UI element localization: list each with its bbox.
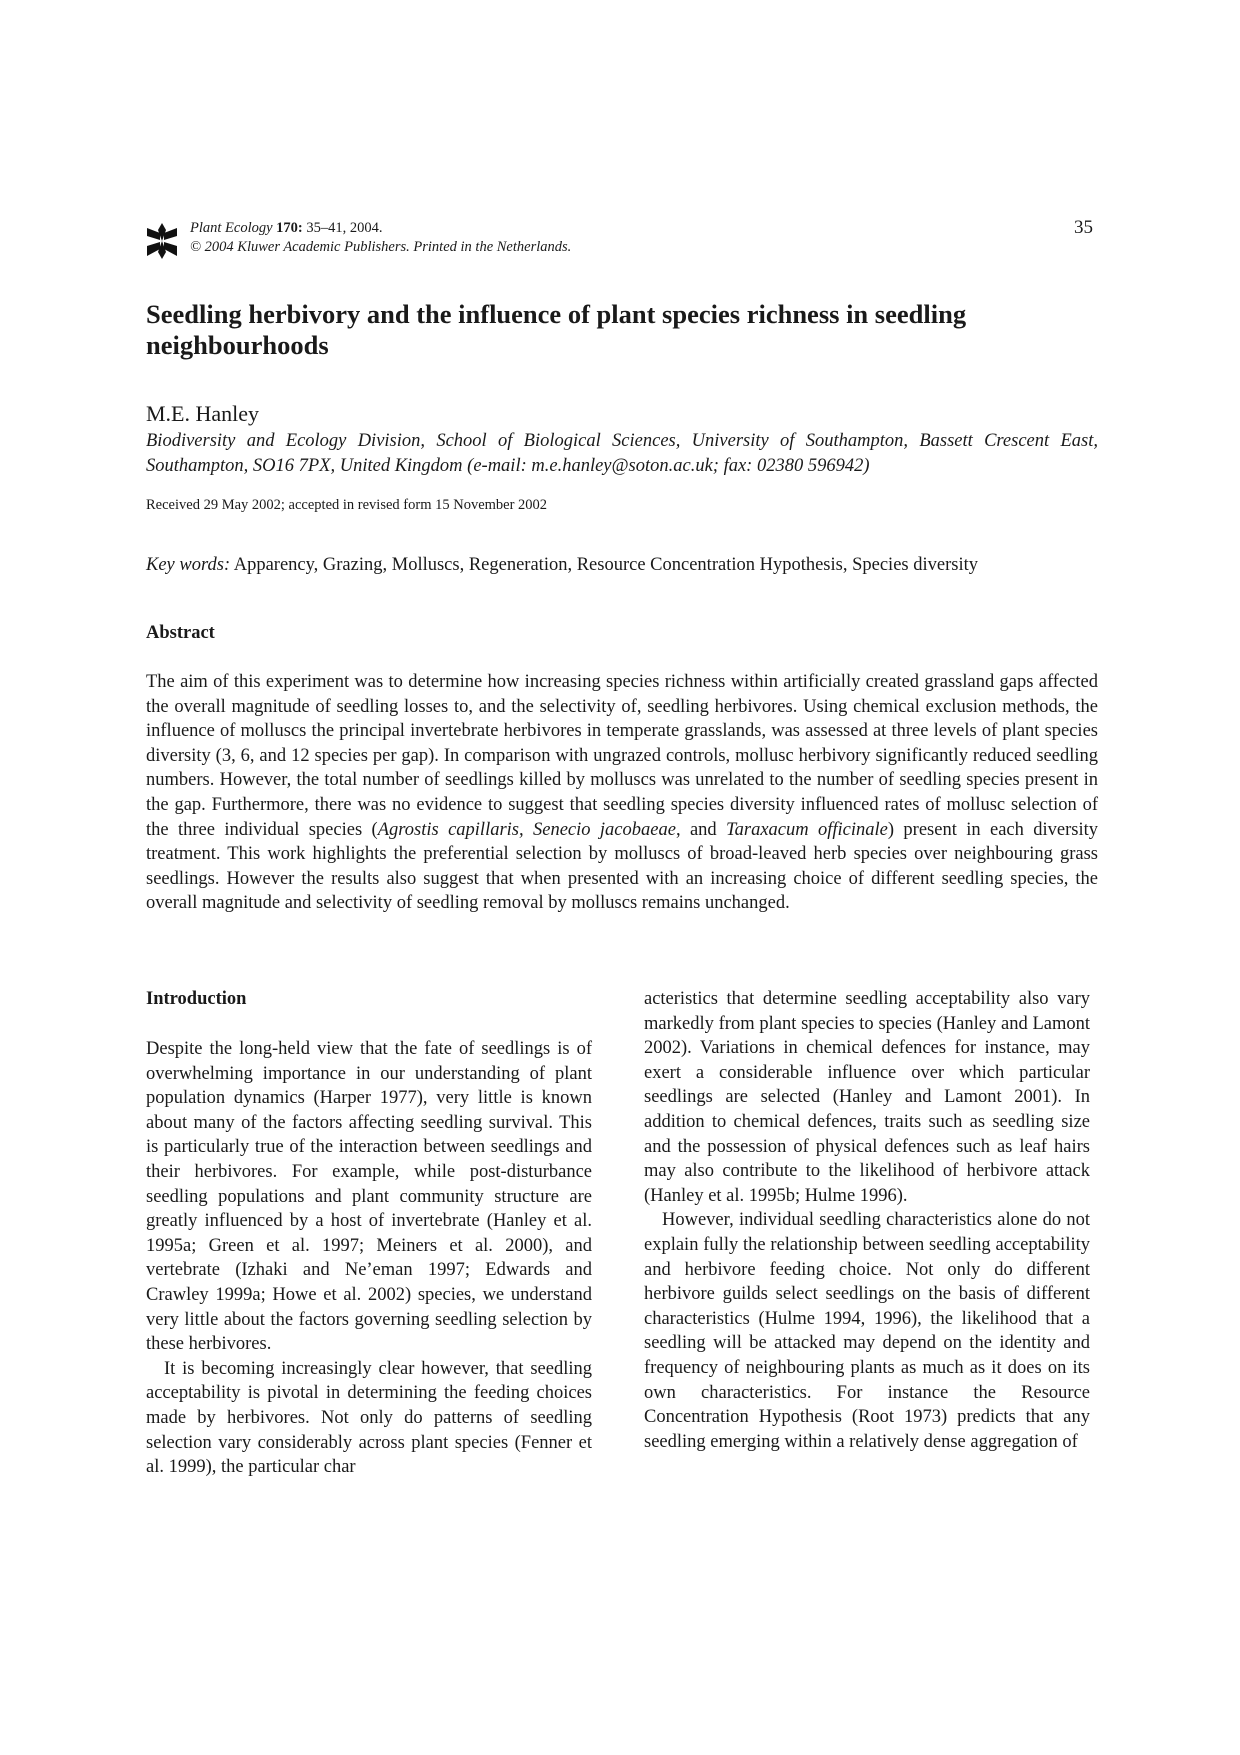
author-affiliation: Biodiversity and Ecology Division, School of Biological Sciences, University of Southampton, Bassett Crescent East, Southampton, SO16 7PX, United Kingdom (e-mail: m.e.hanley@soton.ac.uk; fax: 02380 596942)	[146, 431, 1098, 476]
intro-paragraph-3: However, individual seedling characteristics alone do not explain fully the relationship between seedling acceptability and herbivore feeding choice. Not only do different herbivore guilds select seedlings on the basis of different characteristics (Hulme 1994, 1996), the likelihood that a seedling will be attacked may depend on the identity and frequency of neighbouring plants as much as it does on its own characteristics. For instance the Resource Concentration Hypothesis (Root 1973) predicts that any seedling emerging within a relatively dense aggregation of	[644, 1210, 1090, 1452]
keywords-list: Apparency, Grazing, Molluscs, Regeneration, Resource Concentration Hypothesis, Species diversity	[230, 555, 978, 575]
page-number: 35	[1074, 217, 1093, 238]
journal-volume: 170:	[276, 220, 303, 236]
introduction-heading: Introduction	[146, 989, 247, 1009]
journal-citation	[190, 219, 571, 257]
body-column-left	[146, 1037, 592, 1480]
abstract-text	[146, 670, 1098, 916]
abstract-part-3: ) present in each diversity treatment. This work highlights the preferential selection by molluscs of broad-leaved herb species over neighbouring grass seedlings. However the results also suggest that when presented with an increasing choice of different seedling species, the overall magnitude and selectivity of seedling removal by molluscs remains unchanged.	[146, 819, 1098, 914]
intro-paragraph-1: Despite the long-held view that the fate of seedlings is of overwhelming importance in our understanding of plant population dynamics (Harper 1977), very little is known about many of the factors affecting seedling survival. This is particularly true of the interaction between seedlings and their herbivores. For example, while post-disturbance seedling populations and plant community structure are greatly influenced by a host of invertebrate (Hanley et al. 1995a; Green et al. 1997; Meiners et al. 2000), and vertebrate (Izhaki and Ne’eman 1997; Edwards and Crawley 1999a; Howe et al. 2002) species, we understand very little about the factors governing seedling selection by these herbivores.	[146, 1039, 592, 1355]
abstract-species-2: Taraxacum officinale	[726, 819, 888, 840]
intro-paragraph-2-start: It is becoming increasingly clear however, that seedling acceptability is pivotal in determining the feeding choices made by herbivores. Not only do patterns of seedling selection vary considerably across plant species (Fenner et al. 1999), the particular char	[146, 1358, 592, 1478]
article-title: Seedling herbivory and the influence of plant species richness in seedling neighbourhoods	[146, 299, 967, 360]
journal-name: Plant Ecology	[190, 220, 273, 236]
abstract-heading: Abstract	[146, 623, 215, 643]
intro-paragraph-2-continued: acteristics that determine seedling acceptability also vary markedly from plant species to species (Hanley and Lamont 2002). Variations in chemical defences for instance, may exert a considerable influence over which particular seedlings are selected (Hanley and Lamont 2001). In addition to chemical defences, traits such as seedling size and the possession of physical defences such as leaf hairs may also contribute to the likelihood of herbivore attack (Hanley et al. 1995b; Hulme 1996).	[644, 989, 1090, 1206]
abstract-species-1: Agrostis capillaris, Senecio jacobaeae	[377, 819, 676, 840]
keywords-label: Key words:	[146, 555, 231, 575]
author-name: M.E. Hanley	[146, 401, 260, 426]
journal-pages-year: 35–41, 2004.	[302, 220, 383, 236]
keywords-line	[146, 555, 1098, 576]
abstract-part-2: , and	[675, 819, 727, 840]
abstract-part-1: The aim of this experiment was to determine how increasing species richness within artificially created grassland gaps affected the overall magnitude of seedling losses to, and the selectivity of, seedling herbivores. Using chemical exclusion methods, the influence of molluscs the principal invertebrate herbivores in temperate grasslands, was assessed at three levels of plant species diversity (3, 6, and 12 species per gap). In comparison with ungrazed controls, mollusc herbivory significantly reduced seedling numbers. However, the total number of seedlings killed by molluscs was unrelated to the number of seedling species present in the gap. Furthermore, there was no evidence to suggest that seedling species diversity influenced rates of mollusc selection of the three individual species (	[146, 672, 1098, 840]
copyright-line: © 2004 Kluwer Academic Publishers. Printed in the Netherlands.	[190, 239, 572, 255]
received-dates: Received 29 May 2002; accepted in revised form 15 November 2002	[146, 497, 548, 513]
body-column-right	[644, 987, 1090, 1454]
publisher-logo-icon	[145, 222, 179, 260]
